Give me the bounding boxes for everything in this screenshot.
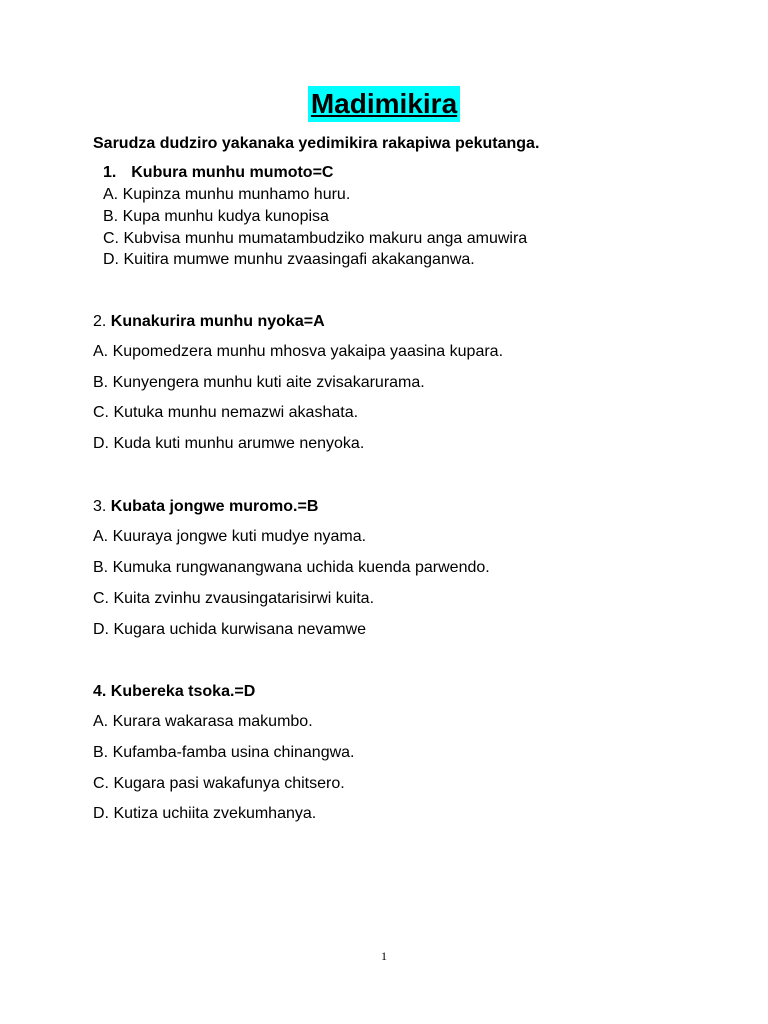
- question-2-prompt: Kunakurira munhu nyoka=A: [110, 313, 325, 330]
- question-1-heading: [103, 164, 333, 182]
- question-4-option-b: B. Kufamba-famba usina chinangwa.: [93, 744, 355, 761]
- instruction-text: Sarudza dudziro yakanaka yedimikira rakapiwa pekutanga.: [93, 135, 540, 152]
- question-4-heading: [93, 683, 255, 701]
- question-1-option-a: A. Kupinza munhu munhamo huru.: [103, 186, 351, 203]
- question-4-prompt: Kubereka tsoka.=D: [110, 683, 256, 700]
- question-1-option-d: D. Kuitira mumwe munhu zvaasingafi akakanganwa.: [103, 251, 475, 268]
- question-4-option-d: D. Kutiza uchiita zvekumhanya.: [93, 805, 317, 822]
- question-1-number: 1.: [103, 164, 117, 181]
- question-2-option-a: A. Kupomedzera munhu mhosva yakaipa yaasina kupara.: [93, 343, 504, 360]
- question-3-number: 3.: [93, 498, 107, 515]
- question-3-option-a: A. Kuuraya jongwe kuti mudye nyama.: [93, 528, 367, 545]
- question-4-number: 4.: [93, 683, 107, 700]
- question-2-option-b: B. Kunyengera munhu kuti aite zvisakarurama.: [93, 374, 425, 391]
- question-3-heading: [93, 498, 318, 516]
- question-1-option-b: B. Kupa munhu kudya kunopisa: [103, 208, 329, 225]
- page-number: 1: [381, 949, 387, 963]
- question-1-option-c: C. Kubvisa munhu mumatambudziko makuru anga amuwira: [103, 230, 528, 247]
- question-2-option-d: D. Kuda kuti munhu arumwe nenyoka.: [93, 435, 365, 452]
- question-2-option-c: C. Kutuka munhu nemazwi akashata.: [93, 404, 359, 421]
- question-3-option-c: C. Kuita zvinhu zvausingatarisirwi kuita.: [93, 590, 375, 607]
- question-2-heading: [93, 313, 325, 331]
- question-4-option-c: C. Kugara pasi wakafunya chitsero.: [93, 775, 345, 792]
- question-3-prompt: Kubata jongwe muromo.=B: [110, 498, 319, 515]
- question-2-number: 2.: [93, 313, 107, 330]
- title-container: [0, 86, 768, 122]
- question-3-option-d: D. Kugara uchida kurwisana nevamwe: [93, 621, 367, 638]
- question-3-option-b: B. Kumuka rungwanangwana uchida kuenda parwendo.: [93, 559, 490, 576]
- question-4-option-a: A. Kurara wakarasa makumbo.: [93, 713, 313, 730]
- page-title: Madimikira: [308, 86, 460, 122]
- question-1-prompt: Kubura munhu mumoto=C: [131, 164, 334, 181]
